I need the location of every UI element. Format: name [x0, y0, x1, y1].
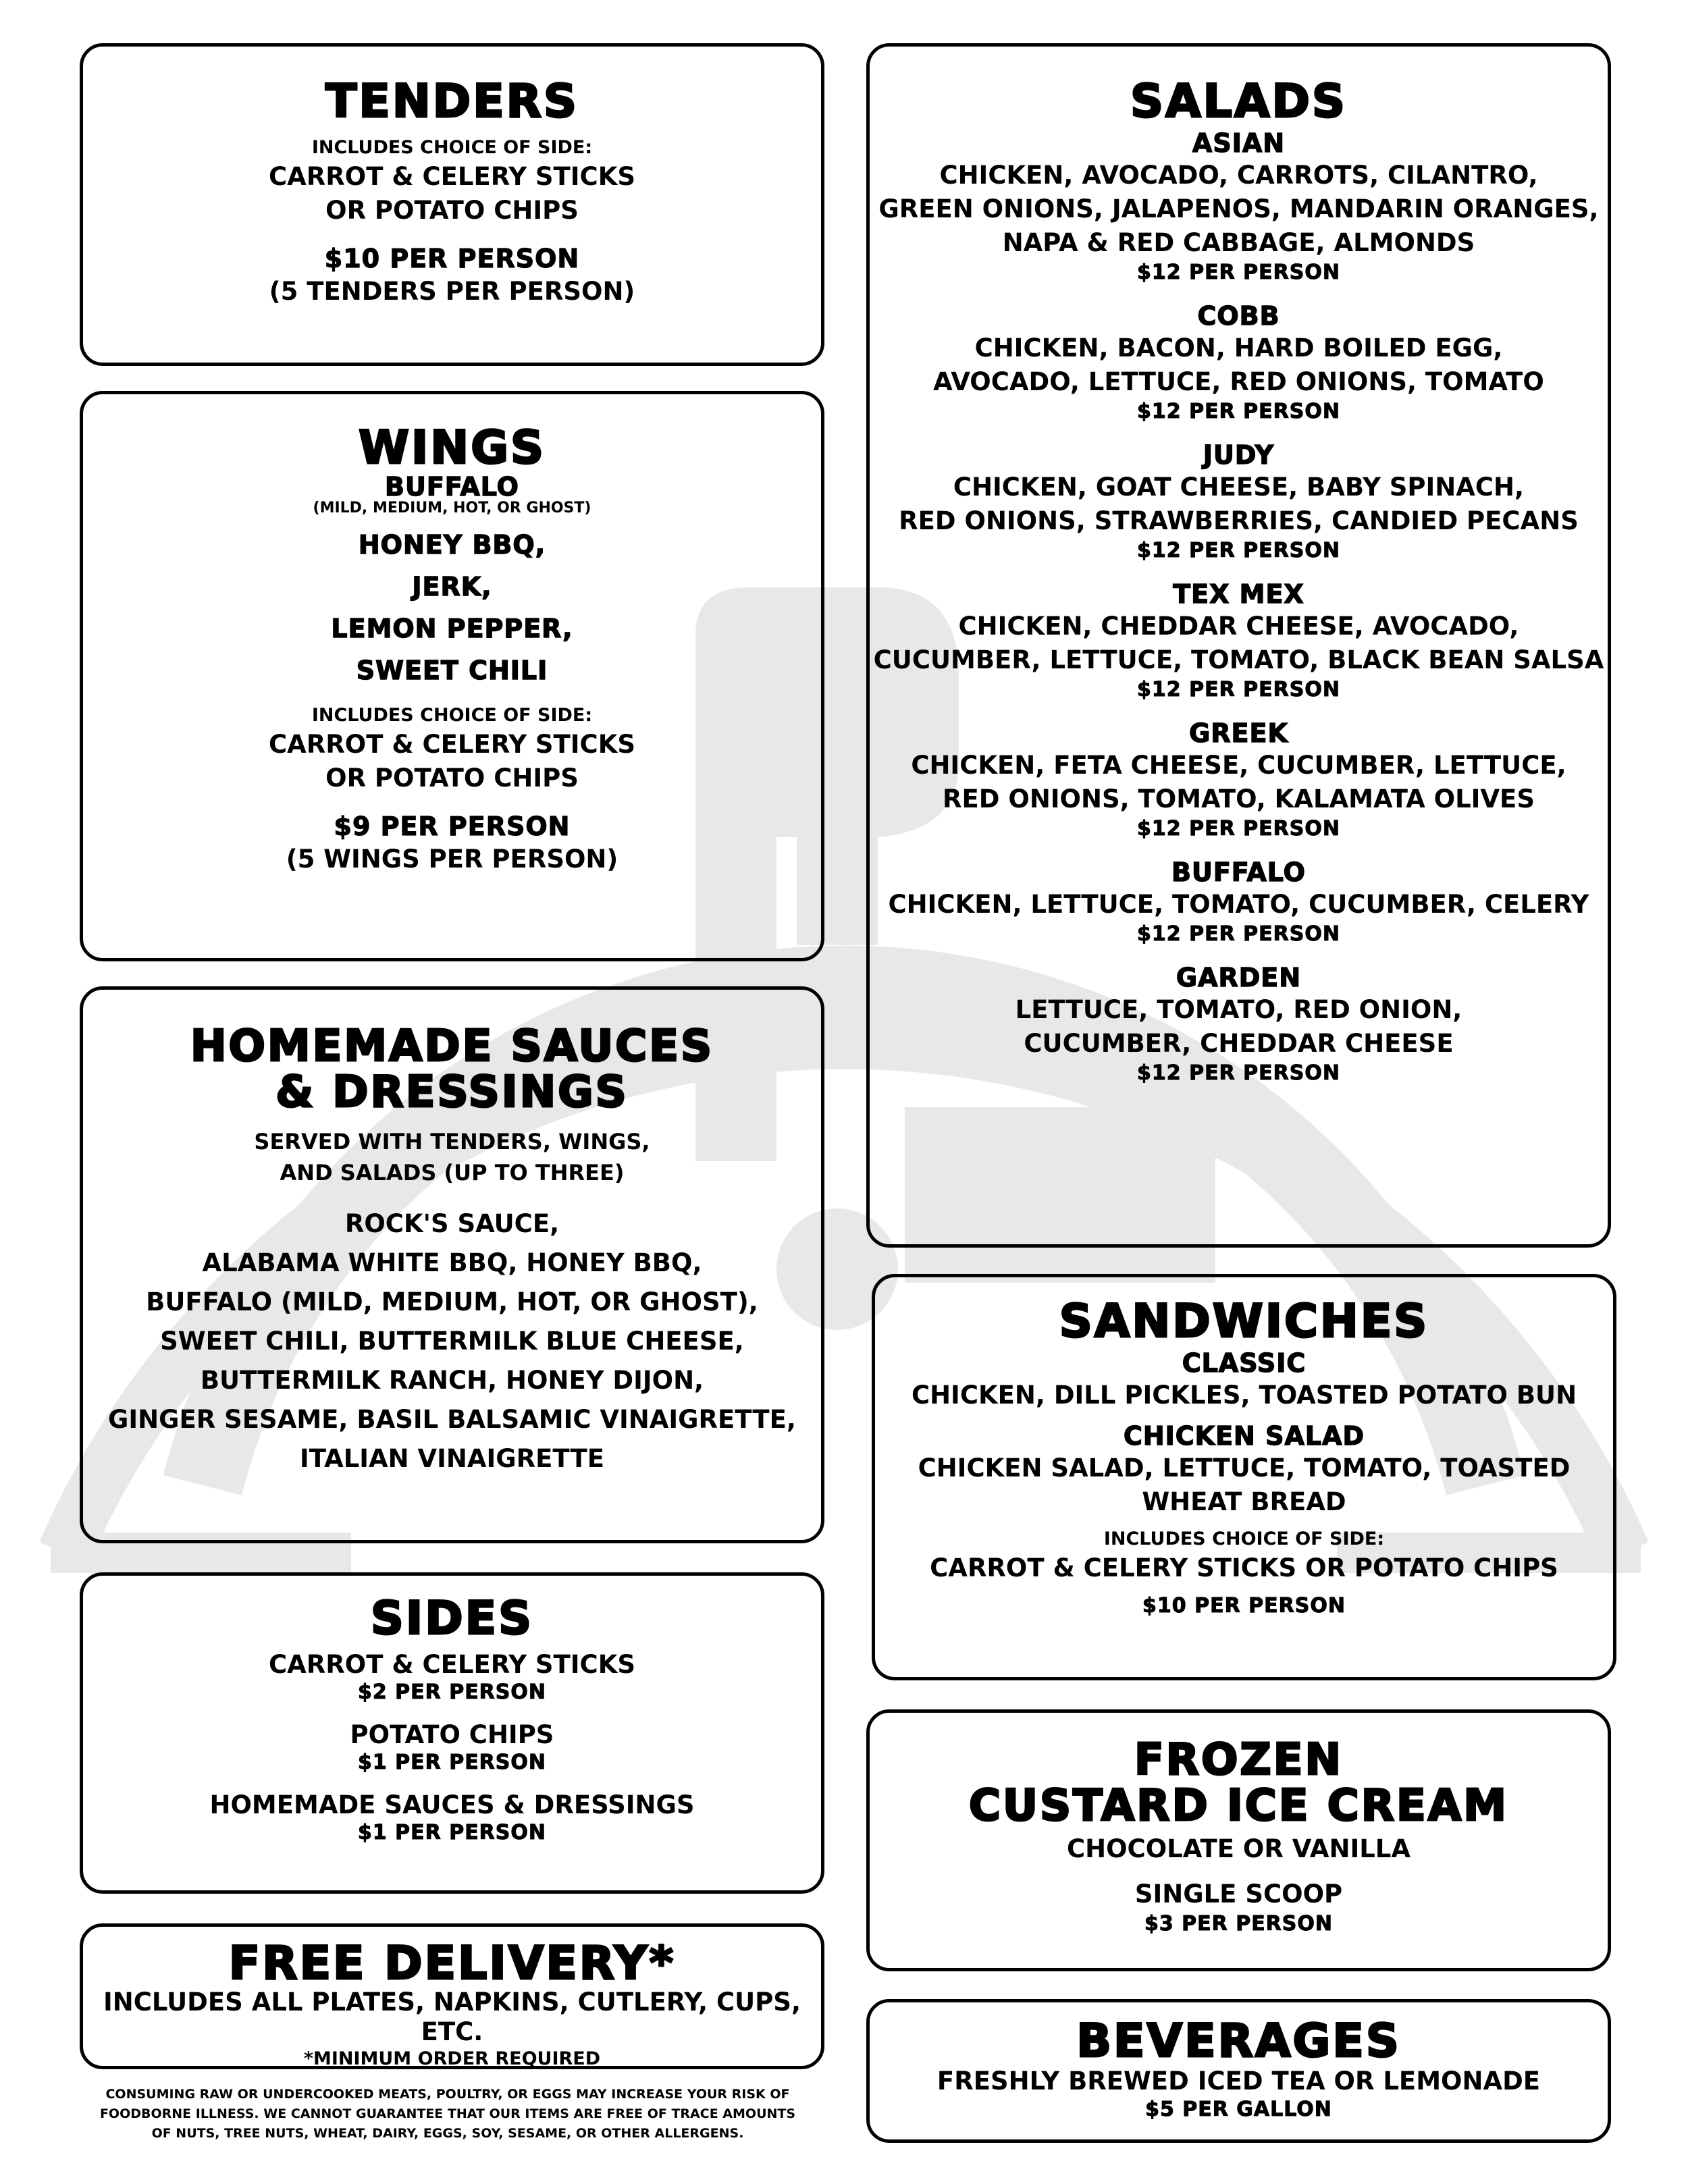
tenders-side-option: CARROT & CELERY STICKS — [268, 162, 636, 191]
disclaimer-line: OF NUTS, TREE NUTS, WHEAT, DAIRY, EGGS, SOY, SESAME, OR OTHER ALLERGENS. — [151, 2126, 744, 2141]
salad-ingredients: CHICKEN, BACON, HARD BOILED EGG, — [974, 334, 1503, 363]
beverage-price: $5 PER GALLON — [1145, 2098, 1332, 2121]
tenders-quantity: (5 TENDERS PER PERSON) — [269, 277, 635, 306]
wings-side-option: OR POTATO CHIPS — [325, 764, 579, 793]
wings-flavor: JERK, — [412, 572, 492, 602]
side-price: $1 PER PERSON — [357, 1821, 546, 1844]
salad-ingredients: CHICKEN, AVOCADO, CARROTS, CILANTRO, — [939, 161, 1538, 190]
sauce-item: SWEET CHILI, BUTTERMILK BLUE CHEESE, — [160, 1327, 744, 1356]
salad-name: GARDEN — [1176, 963, 1302, 992]
salad-name: JUDY — [1203, 440, 1275, 470]
sauce-item: ROCK'S SAUCE, — [344, 1209, 560, 1238]
salad-price: $12 PER PERSON — [1137, 539, 1340, 562]
delivery-includes: INCLUDES ALL PLATES, NAPKINS, CUTLERY, CUPS, ETC. — [103, 1988, 801, 2046]
allergen-disclaimer — [80, 2085, 816, 2143]
salad-name: ASIAN — [1192, 128, 1286, 158]
tenders-title: TENDERS — [325, 75, 579, 128]
sandwich-side-note: INCLUDES CHOICE OF SIDE: — [1103, 1528, 1385, 1549]
sandwich-ingredients: WHEAT BREAD — [1142, 1487, 1346, 1516]
wings-flavor: BUFFALO — [385, 472, 519, 502]
salad-ingredients: RED ONIONS, STRAWBERRIES, CANDIED PECANS — [899, 506, 1579, 535]
sauce-item: GINGER SESAME, BASIL BALSAMIC VINAIGRETTE, — [108, 1405, 796, 1434]
salad-name: TEX MEX — [1173, 579, 1304, 609]
salad-ingredients: CUCUMBER, CHEDDAR CHEESE — [1024, 1029, 1454, 1058]
sauces-served-with: SERVED WITH TENDERS, WINGS, — [254, 1129, 650, 1154]
side-price: $1 PER PERSON — [357, 1751, 546, 1774]
sandwich-side-options: CARROT & CELERY STICKS OR POTATO CHIPS — [930, 1553, 1558, 1582]
salad-name: GREEK — [1189, 718, 1288, 748]
sauce-item: ALABAMA WHITE BBQ, HONEY BBQ, — [202, 1248, 702, 1277]
custard-flavors: CHOCOLATE OR VANILLA — [1066, 1834, 1411, 1863]
tenders-side-note: INCLUDES CHOICE OF SIDE: — [311, 137, 593, 158]
tenders-price: $10 PER PERSON — [324, 244, 580, 273]
salad-ingredients: CUCUMBER, LETTUCE, TOMATO, BLACK BEAN SALSA — [873, 645, 1604, 674]
custard-item: SINGLE SCOOP — [1134, 1880, 1343, 1909]
custard-title: CUSTARD ICE CREAM — [969, 1781, 1508, 1831]
wings-flavor: SWEET CHILI — [356, 656, 548, 685]
sauce-item: BUFFALO (MILD, MEDIUM, HOT, OR GHOST), — [146, 1287, 758, 1316]
sandwich-name: CHICKEN SALAD — [1123, 1421, 1365, 1451]
sauce-item: BUTTERMILK RANCH, HONEY DIJON, — [200, 1366, 704, 1395]
delivery-section — [80, 1923, 824, 2069]
custard-price: $3 PER PERSON — [1144, 1912, 1333, 1936]
wings-side-option: CARROT & CELERY STICKS — [268, 730, 636, 759]
salad-price: $12 PER PERSON — [1137, 817, 1340, 841]
sides-title: SIDES — [370, 1592, 534, 1645]
sandwiches-title: SANDWICHES — [1059, 1295, 1429, 1348]
wings-quantity: (5 WINGS PER PERSON) — [286, 845, 618, 874]
sauces-title: HOMEMADE SAUCES — [190, 1021, 714, 1071]
salads-title: SALADS — [1130, 75, 1347, 128]
sauces-section — [80, 986, 824, 1543]
sauce-item: ITALIAN VINAIGRETTE — [299, 1444, 605, 1473]
custard-title: FROZEN — [1134, 1735, 1344, 1785]
salad-price: $12 PER PERSON — [1137, 1061, 1340, 1085]
salad-ingredients: LETTUCE, TOMATO, RED ONION, — [1015, 995, 1462, 1024]
sauces-served-with: AND SALADS (UP TO THREE) — [280, 1160, 625, 1186]
sides-section — [80, 1572, 824, 1894]
wings-flavor: LEMON PEPPER, — [331, 614, 573, 643]
wings-price: $9 PER PERSON — [334, 811, 571, 841]
custard-section — [866, 1709, 1611, 1971]
sandwich-ingredients: CHICKEN SALAD, LETTUCE, TOMATO, TOASTED — [918, 1454, 1571, 1483]
salad-ingredients: AVOCADO, LETTUCE, RED ONIONS, TOMATO — [933, 367, 1544, 396]
disclaimer-line: CONSUMING RAW OR UNDERCOOKED MEATS, POULTRY, OR EGGS MAY INCREASE YOUR RISK OF — [105, 2087, 790, 2102]
wings-flavor-detail: (MILD, MEDIUM, HOT, OR GHOST) — [313, 500, 591, 516]
salad-price: $12 PER PERSON — [1137, 678, 1340, 701]
sandwich-price: $10 PER PERSON — [1142, 1594, 1346, 1618]
sauces-title: & DRESSINGS — [275, 1067, 629, 1117]
salad-price: $12 PER PERSON — [1137, 261, 1340, 284]
salad-price: $12 PER PERSON — [1137, 922, 1340, 946]
salad-ingredients: RED ONIONS, TOMATO, KALAMATA OLIVES — [943, 784, 1535, 814]
side-name: HOMEMADE SAUCES & DRESSINGS — [209, 1790, 695, 1819]
sandwich-ingredients: CHICKEN, DILL PICKLES, TOASTED POTATO BUN — [911, 1381, 1577, 1410]
salads-section — [866, 43, 1611, 1248]
beverages-title: BEVERAGES — [1076, 2015, 1401, 2068]
side-name: CARROT & CELERY STICKS — [268, 1650, 636, 1679]
beverages-section — [866, 1999, 1611, 2143]
delivery-title: FREE DELIVERY* — [228, 1937, 676, 1990]
side-name: POTATO CHIPS — [350, 1720, 554, 1749]
tenders-side-option: OR POTATO CHIPS — [325, 196, 579, 225]
salad-ingredients: CHICKEN, LETTUCE, TOMATO, CUCUMBER, CELERY — [888, 890, 1589, 919]
wings-side-note: INCLUDES CHOICE OF SIDE: — [311, 705, 593, 726]
delivery-note: *MINIMUM ORDER REQUIRED — [303, 2048, 601, 2069]
wings-section — [80, 391, 824, 961]
sandwiches-section — [872, 1274, 1616, 1680]
salad-ingredients: CHICKEN, GOAT CHEESE, BABY SPINACH, — [953, 473, 1525, 502]
salad-ingredients: GREEN ONIONS, JALAPENOS, MANDARIN ORANGES, — [878, 194, 1599, 223]
sandwich-name: CLASSIC — [1182, 1348, 1307, 1378]
sauces-list — [83, 1204, 821, 1479]
salad-ingredients: NAPA & RED CABBAGE, ALMONDS — [1002, 228, 1475, 257]
salad-name: BUFFALO — [1171, 857, 1306, 887]
disclaimer-line: FOODBORNE ILLNESS. WE CANNOT GUARANTEE THAT OUR ITEMS ARE FREE OF TRACE AMOUNTS — [99, 2106, 796, 2121]
side-price: $2 PER PERSON — [357, 1680, 546, 1704]
salad-price: $12 PER PERSON — [1137, 400, 1340, 423]
salad-ingredients: CHICKEN, FETA CHEESE, CUCUMBER, LETTUCE, — [911, 751, 1566, 780]
tenders-section — [80, 43, 824, 366]
beverage-item: FRESHLY BREWED ICED TEA OR LEMONADE — [937, 2067, 1541, 2096]
salad-ingredients: CHICKEN, CHEDDAR CHEESE, AVOCADO, — [958, 612, 1519, 641]
wings-flavor: HONEY BBQ, — [358, 530, 546, 560]
salad-name: COBB — [1197, 301, 1280, 331]
wings-title: WINGS — [358, 421, 546, 475]
